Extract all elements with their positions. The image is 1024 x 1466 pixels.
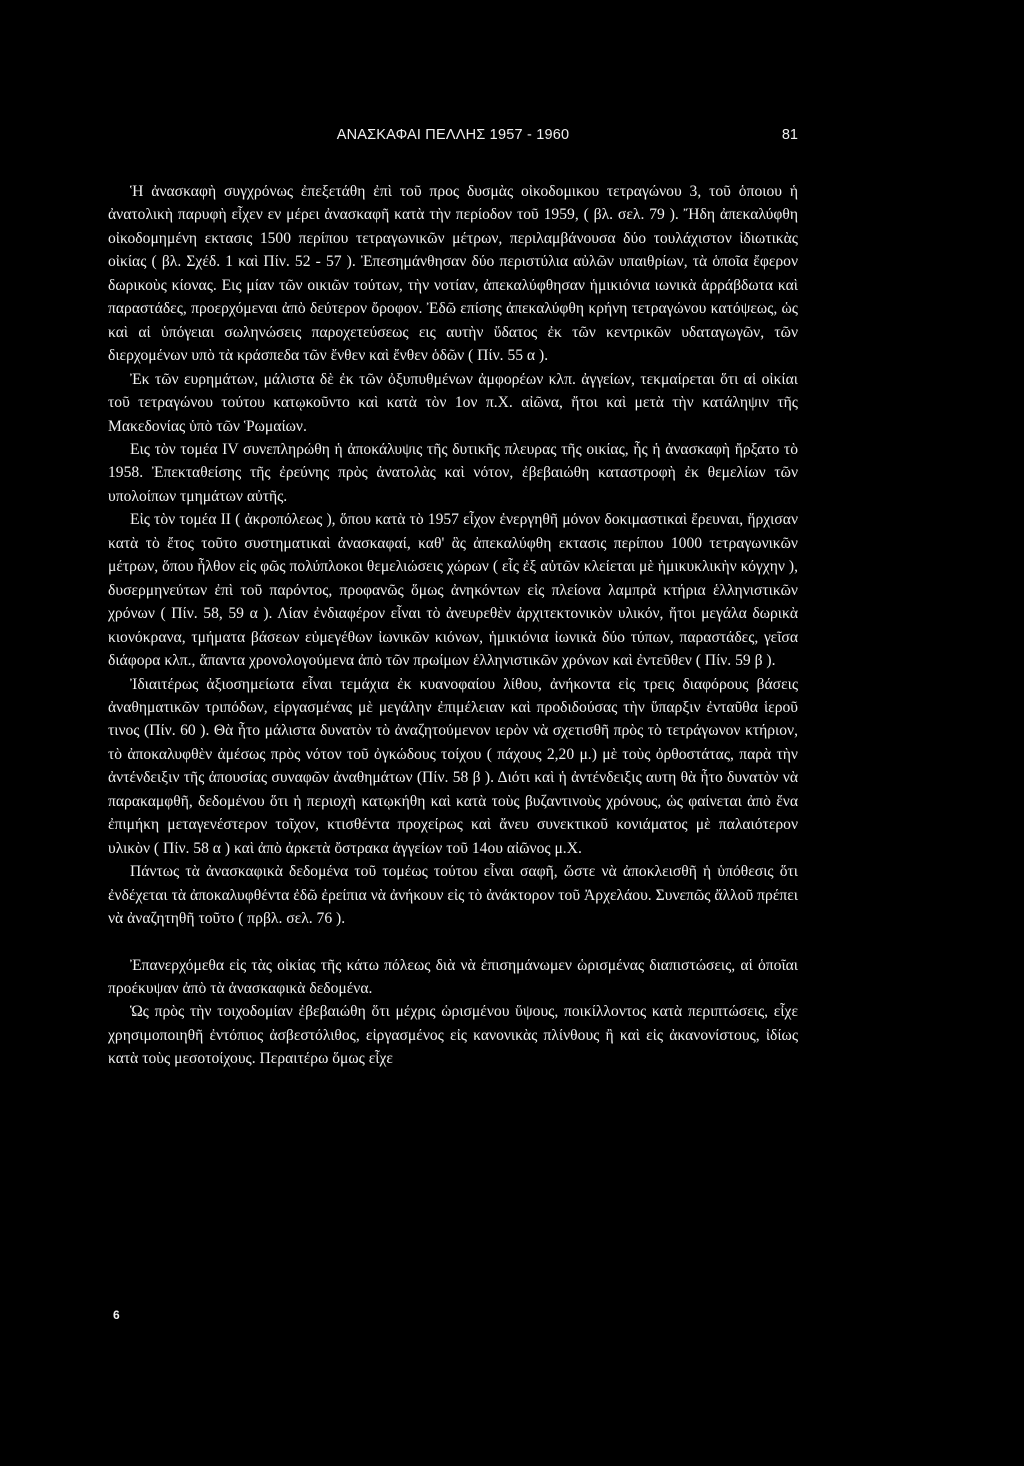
paragraph: Ἰδιαιτέρως ἀξιοσημείωτα εἶναι τεμάχια ἐκ κυανοφαίου λίθου, ἀνήκοντα εἰς τρεις διαφόρους βάσεις ἀναθηματικῶν τριπόδων, εἰργασμένας μὲ μεγάλην ἐπιμέλειαν καὶ προδιδούσας τὴν ὕπαρξιν ἐνταῦθα ἱεροῦ τινος (Πίν. 60 ). Θὰ ἦτο μάλιστα δυνατὸν τὸ ἀναζητούμενον ιερὸν νὰ σχετισθῆ πρὸς τὸ τετράγωνον κτήριον, τὸ ἀποκαλυφθὲν ἀμέσως πρὸς νότον τοῦ ὀγκώδους τοίχου ( πάχους 2,20 μ.) μὲ τοὺς ὀρθοστάτας, παρὰ τὴν ἀντένδειξιν τῆς ἀπουσίας συναφῶν ἀναθημάτων (Πίν. 58 β ). Διότι καὶ ἡ ἀντένδειξις αυτη θὰ ἦτο δυνατὸν νὰ παρακαμφθῆ, δεδομένου ὅτι ἡ περιοχὴ κατῳκήθη καὶ κατὰ τοὺς βυζαντινοὺς χρόνους, ὡς φαίνεται ἀπὸ ἕνα ἐπιμήκη μεταγενέστερον τοῖχον, κτισθέντα προχείρως καὶ ἄνευ συνεκτικοῦ κονιάματος μὲ παλαιότερον υλικὸν ( Πίν. 58 α ) καὶ ἀπὸ ἀρκετὰ ὄστρακα ἀγγείων τοῦ 14ου αἰῶνος μ.Χ. [108, 675, 798, 857]
paragraph: Πάντως τὰ ἀνασκαφικὰ δεδομένα τοῦ τομέως τούτου εἶναι σαφῆ, ὥστε νὰ ἀποκλεισθῆ ἡ ὑπόθεσις ὅτι ἐνδέχεται τὰ ἀποκαλυφθέντα ἐδῶ ἐρείπια νὰ ἀνήκουν εἰς τὸ ἀνάκτορον τοῦ Ἀρχελάου. Συνεπῶς ἄλλοῦ πρέπει νὰ ἀναζητηθῆ τοῦτο ( πρβλ. σελ. 76 ). [108, 863, 798, 928]
paragraph: Ἐκ τῶν ευρημάτων, μάλιστα δὲ ἐκ τῶν ὀξυπυθμένων ἀμφορέων κλπ. ἀγγείων, τεκμαίρεται ὅτι αἱ οἰκίαι τοῦ τετραγώνου τούτου κατῳκοῦντο καὶ κατὰ τὸν 1ον π.Χ. αἰῶνα, ἤτοι καὶ μετὰ τὴν κατάληψιν τῆς Μακεδονίας ὑπὸ τῶν Ῥωμαίων. [108, 370, 798, 435]
paragraph: Εἰς τὸν τομέα II ( ἀκροπόλεως ), ὅπου κατὰ τὸ 1957 εἶχον ἐνεργηθῆ μόνον δοκιμαστικαὶ ἔρευναι, ἤρχισαν κατὰ τὸ ἔτος τοῦτο συστηματικαὶ ἀνασκαφαί, καθ' ἃς ἀπεκαλύφθη εκτασις περίπου 1000 τετραγωνικῶν μέτρων, ὅπου ἦλθον εἰς φῶς πολύπλοκοι θεμελιώσεις χώρων ( εἷς ἐξ αὐτῶν κλείεται μὲ ἡμικυκλικὴν κόγχην ), δυσερμηνεύτων ἐπὶ τοῦ παρόντος, προφανῶς ὅμως ἀνηκόντων εἰς πλείονα λαμπρὰ κτήρια ἑλληνιστικῶν χρόνων ( Πίν. 58, 59 α ). Λίαν ἐνδιαφέρον εἶναι τὸ ἀνευρεθὲν ἀρχιτεκτονικὸν υλικόν, ἤτοι μεγάλα δωρικὰ κιονόκρανα, τμήματα βάσεων εὐμεγέθων ἰωνικῶν κιόνων, ἡμικιόνια ἰωνικὰ δύο τύπων, παραστάδες, γεῖσα διάφορα κλπ., ἅπαντα χρονολογούμενα ἀπὸ τῶν πρωίμων ἑλληνιστικῶν χρόνων καὶ ἐντεῦθεν ( Πίν. 59 β ). [108, 511, 798, 670]
page-header [108, 127, 798, 151]
page-number: 81 [781, 127, 798, 143]
paragraph: Εις τὸν τομέα IV συνεπληρώθη ἡ ἀποκάλυψις τῆς δυτικῆς πλευρας τῆς οικίας, ἧς ἡ ἀνασκαφὴ ἤρξατο τὸ 1958. Ἐπεκταθείσης τῆς ἐρεύνης πρὸς ἀνατολὰς καὶ νότον, ἐβεβαιώθη καταστροφὴ ἐκ θεμελίων τῶν υπολοίπων τμημάτων αὐτῆς. [108, 440, 798, 505]
paragraph: Ἐπανερχόμεθα εἰς τὰς οἰκίας τῆς κάτω πόλεως διὰ νὰ ἐπισημάνωμεν ὡρισμένας διαπιστώσεις, αἱ ὁποῖαι προέκυψαν ἀπὸ τὰ ἀνασκαφικὰ δεδομένα. [108, 956, 798, 997]
signature-mark: 6 [113, 1308, 120, 1322]
paragraph: Ὡς πρὸς τὴν τοιχοδομίαν ἐβεβαιώθη ὅτι μέχρις ὡρισμένου ὕψους, ποικίλλοντος κατὰ περιπτώσεις, εἶχε χρησιμοποιηθῆ ἐντόπιος ἀσβεστόλιθος, εἰργασμένος εἰς κανονικὰς πλίνθους ἢ καὶ εἰς ἀκανονίστους, ἰδίως κατὰ τοὺς μεσοτοίχους. Περαιτέρω ὅμως εἶχε [108, 1003, 798, 1068]
body-text [108, 180, 798, 1071]
paragraph: Ἡ ἀνασκαφὴ συγχρόνως ἐπεξετάθη ἐπὶ τοῦ προς δυσμὰς οἰκοδομικου τετραγώνου 3, τοῦ ὁποιου ἡ ἀνατολικὴ παρυφὴ εἶχεν εν μέρει ἀνασκαφῆ κατὰ τὴν περίοδον τοῦ 1959, ( βλ. σελ. 79 ). Ἤδη ἀπεκαλύφθη οἰκοδομημένη εκτασις 1500 περίπου τετραγωνικῶν μέτρων, περιλαμβάνουσα δύο τουλάχιστον ἰδιωτικὰς οἰκίας ( βλ. Σχέδ. 1 καὶ Πίν. 52 - 57 ). Ἐπεσημάνθησαν δύο περιστύλια αὐλῶν υπαιθρίων, τὰ ὁποῖα ἔφερον δωρικοὺς κίονας. Εις μίαν τῶν οικιῶν τούτων, τὴν νοτίαν, ἀπεκαλύφθησαν ἡμικιόνια ιωνικὰ ἀρράβδωτα καὶ παραστάδες, προερχόμεναι ἀπὸ δεύτερον ὄροφον. Ἐδῶ επίσης ἀπεκαλύφθη κρήνη τετραγώνου κατόψεως, ὡς καὶ αἱ ὑπόγειαι σωληνώσεις παροχετεύσεως εις αυτὴν ὕδατος ἐκ τῶν κεντρικῶν υδαταγωγῶν, τῶν διερχομένων υπὸ τὰ κράσπεδα τῶν ἔνθεν καὶ ἔνθεν ὁδῶν ( Πίν. 55 α ). [108, 183, 798, 365]
running-head: ΑΝΑΣΚΑΦΑΙ ΠΕΛΛΗΣ 1957 - 1960 [336, 127, 570, 143]
